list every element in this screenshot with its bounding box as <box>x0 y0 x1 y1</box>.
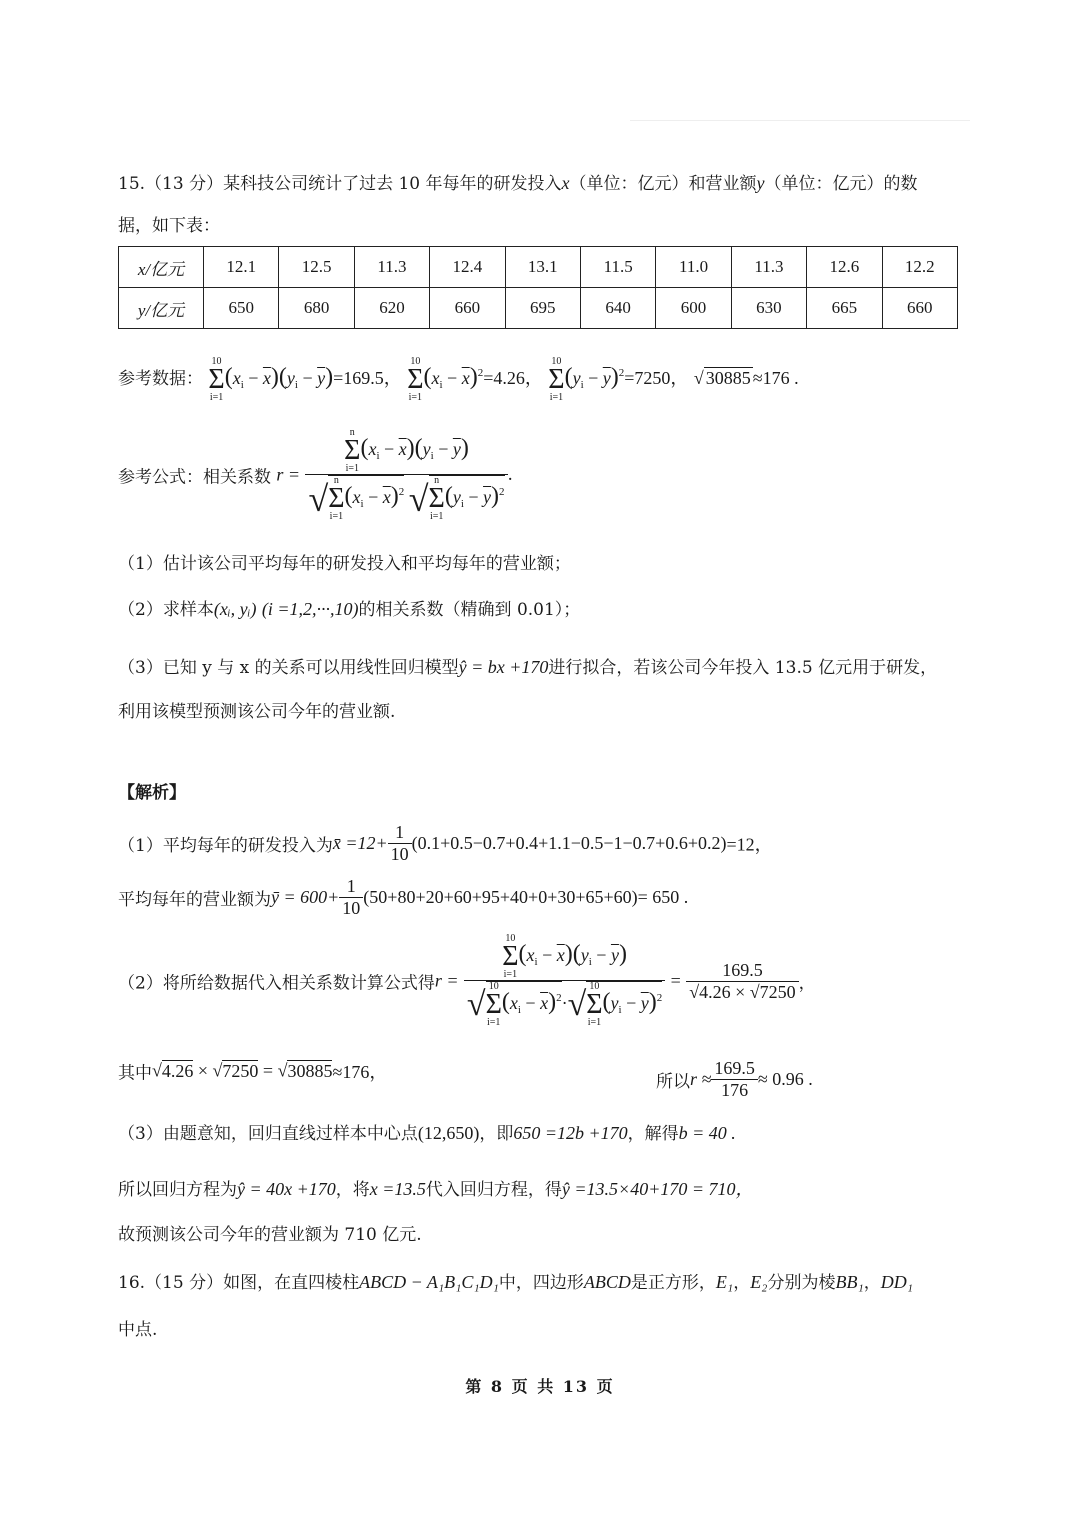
sum-symbol: 10 Σ i=1 <box>208 355 225 403</box>
table-cell: 11.3 <box>731 247 806 288</box>
question-3-line2: 利用该模型预测该公司今年的营业额. <box>118 702 396 722</box>
table-cell: 12.6 <box>807 247 882 288</box>
solution-3a: （3）由题意知，回归直线过样本中心点(12,650)，即650 =12b +170，解得b = 40 . <box>118 1123 736 1144</box>
result-fraction: $\frac{169.5}{176}$ <box>711 1058 758 1101</box>
solution-2: （2）将所给数据代入相关系数计算公式得r = 10 Σ i=1 $(x_i - \overline{x})(y_i - \overline{y})$ √ 10 Σ i=1 $(x_i - \overline{x})^2\cdot√$ 10 Σ i=1 $(y_i - \overline{y})^2$ = $\frac{169.5}{√4.26 \times √7250}$ ， <box>118 933 816 1028</box>
problem-16-line2: 中点. <box>118 1320 158 1340</box>
fraction-1-10: $\frac{1}{10}$ <box>388 822 412 865</box>
question-2: （2）求样本(xᵢ, yᵢ) (i =1,2,···,10)的相关系数（精确到 0.01）； <box>118 599 581 620</box>
table-cell: 12.1 <box>204 247 279 288</box>
problem-16-line1: 16.（15 分）如图，在直四棱柱ABCD − A₁B₁C₁D₁中，四边形ABCD是正方形，E₁，E₂分别为棱BB₁，DD₁ <box>118 1272 913 1293</box>
table-cell: 680 <box>279 288 354 329</box>
table-cell: 665 <box>807 288 882 329</box>
correlation-fraction: n Σ i=1 $(x_i - \overline{x})(y_i - \overline{y})$ √ n Σ i=1 $(x_i - \overline{x})^2$ √ n Σ i=1 $(y_i - \overline{y})^2$ <box>305 428 507 522</box>
scan-artifact <box>630 120 970 121</box>
sum-symbol: 10 Σ i=1 <box>407 355 424 403</box>
table-header-x: x/亿元 <box>119 247 204 288</box>
solution-3c: 故预测该公司今年的营业额为 710 亿元. <box>118 1225 422 1245</box>
table-cell: 660 <box>882 288 957 329</box>
page-footer: 第 8 页 共 13 页 <box>465 1377 615 1396</box>
solution-1b: 平均每年的营业额为ȳ = 600+ $\frac{1}{10}$ (50+80+20+60+95+40+0+30+65+60)= 650 . <box>118 876 689 918</box>
table-row-x <box>119 247 958 288</box>
reference-data: 参考数据： 10 Σ i=1 $(x_i - \overline{x})(y_i - \overline{y})=169.5$， 10 Σ i=1 $(x_i - \overline{x})^2=4.26$， 10 Σ i=1 $(y_i - \overline{y})^2=7250$， √ 30885 ≈176 . <box>118 355 799 403</box>
question-1: （1）估计该公司平均每年的研发投入和平均每年的营业额； <box>118 554 571 574</box>
table-cell: 11.0 <box>656 247 731 288</box>
table-cell: 620 <box>354 288 429 329</box>
fraction-1-10: $\frac{1}{10}$ <box>339 876 363 919</box>
table-cell: 630 <box>731 288 806 329</box>
problem-15-stem-line1: 15.（13 分）某科技公司统计了过去 10 年每年的研发投入x（单位：亿元）和营业额y（单位：亿元）的数 <box>118 173 918 194</box>
solution-2b: 其中√4.26 × √7250 = √30885≈176， <box>118 1060 388 1084</box>
table-cell: 12.2 <box>882 247 957 288</box>
table-cell: 600 <box>656 288 731 329</box>
solution-3b: 所以回归方程为ŷ = 40x +170，将x =13.5代入回归方程，得ŷ =13.5×40+170 = 710， <box>118 1179 754 1200</box>
solution-1a: （1）平均每年的研发投入为x̄ =12+ $\frac{1}{10}$ (0.1+0.5−0.7+0.4+1.1−0.5−1−0.7+0.6+0.2)=12， <box>118 822 773 864</box>
table-cell: 660 <box>430 288 505 329</box>
table-cell: 640 <box>580 288 655 329</box>
table-cell: 11.3 <box>354 247 429 288</box>
question-3-line1: （3）已知 y 与 x 的关系可以用线性回归模型ŷ = bx +170进行拟合，若该公司今年投入 13.5 亿元用于研发， <box>118 657 938 678</box>
table-row-y <box>119 288 958 329</box>
table-cell: 12.4 <box>430 247 505 288</box>
table-header-y: y/亿元 <box>119 288 204 329</box>
table-cell: 13.1 <box>505 247 580 288</box>
solution-2c: 所以r ≈ $\frac{169.5}{176}$ ≈ 0.96 . <box>656 1058 813 1100</box>
sqrt-expression: √ 30885 <box>693 368 751 388</box>
correlation-fraction-sub: 10 Σ i=1 $(x_i - \overline{x})(y_i - \overline{y})$ √ 10 Σ i=1 $(x_i - \overline{x})^2\cdot√$ 10 Σ i=1 $(y_i - \overline{y})^2$ <box>464 934 665 1028</box>
reference-formula: 参考公式：相关系数 r = n Σ i=1 $(x_i - \overline{x})(y_i - \overline{y})$ √ n Σ i=1 $(x_i - \overline{x})^2$ √ n Σ i=1 $(y_i - \overline{y})^2$ . <box>118 427 513 522</box>
solution-header: 【解析】 <box>118 783 186 803</box>
table-cell: 12.5 <box>279 247 354 288</box>
data-table <box>118 246 958 329</box>
table-cell: 695 <box>505 288 580 329</box>
sum-symbol: 10 Σ i=1 <box>548 355 565 403</box>
table-cell: 11.5 <box>580 247 655 288</box>
correlation-value-fraction: $\frac{169.5}{√4.26 \times √7250}$ <box>686 960 798 1003</box>
problem-15-stem-line2: 据，如下表： <box>118 216 220 236</box>
table-cell: 650 <box>204 288 279 329</box>
